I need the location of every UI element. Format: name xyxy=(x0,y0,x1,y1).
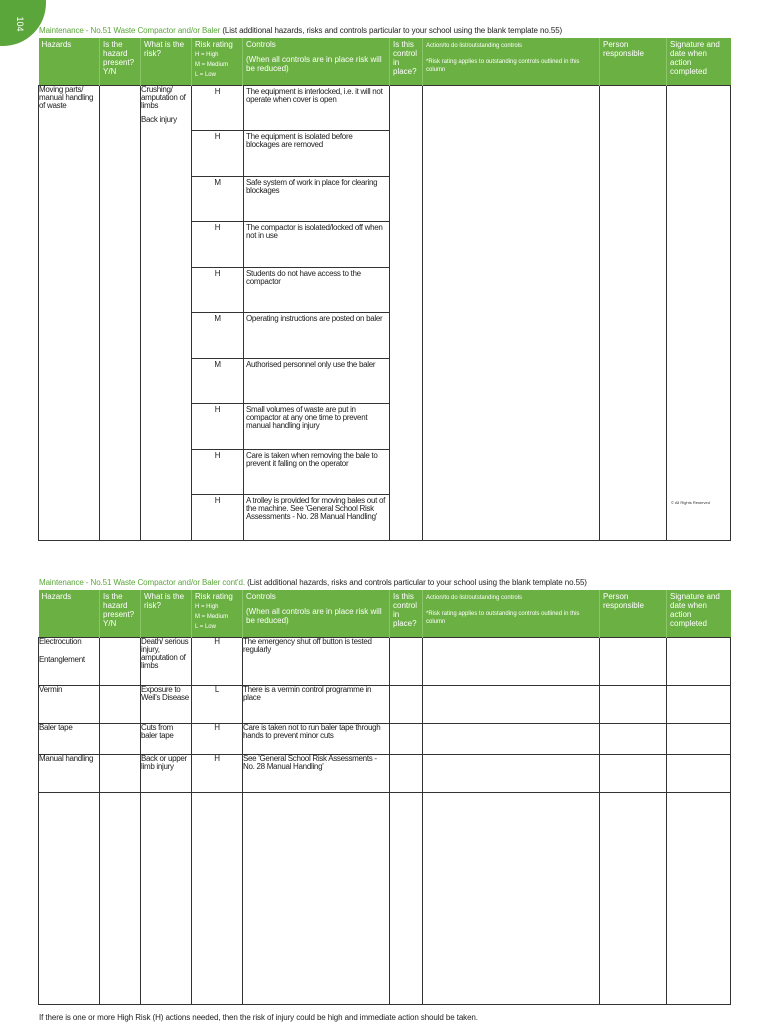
blank-cell xyxy=(243,792,390,1004)
risk-text-a: Crushing/ amputation of limbs xyxy=(141,84,186,110)
control-row xyxy=(192,267,389,313)
control-text: Operating instructions are posted on baler xyxy=(244,313,390,359)
hazard-cell xyxy=(39,723,100,754)
control-cell: The emergency shut off button is tested regularly xyxy=(243,637,390,685)
control-text: The equipment is interlocked, i.e. it will not operate when cover is open xyxy=(244,86,390,131)
control-text: Authorised personnel only use the baler xyxy=(244,358,390,404)
action-cell xyxy=(423,754,600,792)
hazard-cell: Moving parts/ manual handling of waste xyxy=(39,85,100,540)
hazard-text: Vermin xyxy=(39,684,63,694)
control-row xyxy=(192,313,389,359)
rating-h: H = High xyxy=(195,52,219,58)
control-text: Small volumes of waste are put in compactor at any one time to prevent manual handling injury xyxy=(244,404,390,450)
blank-cell xyxy=(141,792,192,1004)
rating-cell: H xyxy=(192,637,243,685)
risk-cell: Exposure to Weil's Disease xyxy=(141,685,192,723)
hazard-cell xyxy=(39,685,100,723)
control-rating: M xyxy=(192,313,244,359)
control-cell: There is a vermin control programme in place xyxy=(243,685,390,723)
rights-notice: © All Rights Reserved xyxy=(671,500,710,505)
table-row xyxy=(39,754,731,792)
in-place-cell xyxy=(390,685,423,723)
risk-cell: Death/ serious injury, amputation of limbs xyxy=(141,637,192,685)
in-place-cell xyxy=(390,637,423,685)
risk-cell: Cuts from baler tape xyxy=(141,723,192,754)
signature-cell xyxy=(667,685,731,723)
signature-cell xyxy=(667,723,731,754)
blank-cell xyxy=(667,792,731,1004)
col-hazards: Hazards xyxy=(39,38,100,85)
control-text: Students do not have access to the compactor xyxy=(244,267,390,313)
page-number: 104 xyxy=(15,16,25,32)
rating-h: H = High xyxy=(195,604,219,610)
hazard-text: Manual handling xyxy=(39,753,94,763)
action-cell xyxy=(423,723,600,754)
col-person: Person responsible xyxy=(600,590,667,637)
rating-m: M = Medium xyxy=(195,614,229,620)
control-rating: H xyxy=(192,222,244,268)
control-text: The equipment is isolated before blockages are removed xyxy=(244,131,390,177)
controls-group xyxy=(192,85,390,540)
rating-m: M = Medium xyxy=(195,62,229,68)
control-rating: M xyxy=(192,176,244,222)
control-text: Care is taken when removing the bale to prevent it falling on the operator xyxy=(244,449,390,495)
present-cell xyxy=(100,685,141,723)
action-label: Action/to do list/outstanding controls xyxy=(426,43,523,49)
control-cell: Care is taken not to run baler tape through hands to prevent minor cuts xyxy=(243,723,390,754)
present-cell xyxy=(100,754,141,792)
in-place-cell xyxy=(390,85,423,540)
col-action xyxy=(423,590,600,637)
rating-label: Risk rating xyxy=(195,592,233,601)
section2-title xyxy=(39,578,587,587)
action-cell xyxy=(423,85,600,540)
control-row xyxy=(192,131,389,177)
person-cell xyxy=(600,637,667,685)
present-cell xyxy=(100,85,141,540)
control-rating: H xyxy=(192,267,244,313)
hazard-text: Baler tape xyxy=(39,722,73,732)
in-place-cell xyxy=(390,723,423,754)
control-text: The compactor is isolated/locked off when not in use xyxy=(244,222,390,268)
control-row xyxy=(192,176,389,222)
signature-cell xyxy=(667,754,731,792)
control-row xyxy=(192,358,389,404)
hazard-text: Electrocution xyxy=(39,636,82,646)
blank-row xyxy=(39,792,731,1004)
control-rating: H xyxy=(192,86,244,131)
control-rating: H xyxy=(192,131,244,177)
col-in-place: Is this control in place? xyxy=(390,590,423,637)
in-place-cell xyxy=(390,754,423,792)
control-cell: See 'General School Risk Assessments - No. 28 Manual Handling' xyxy=(243,754,390,792)
section1-title xyxy=(39,26,562,35)
hazard-cell xyxy=(39,637,100,685)
risk-table-2 xyxy=(38,590,731,1005)
col-risk: What is the risk? xyxy=(141,590,192,637)
action-cell xyxy=(423,685,600,723)
control-rating: M xyxy=(192,358,244,404)
col-in-place: Is this control in place? xyxy=(390,38,423,85)
control-row xyxy=(192,404,389,450)
person-cell xyxy=(600,685,667,723)
rating-cell: H xyxy=(192,754,243,792)
section2-title-note: (List additional hazards, risks and controls particular to your school using the blank template no.55) xyxy=(244,578,587,587)
present-cell xyxy=(100,637,141,685)
control-row xyxy=(192,86,389,131)
section1-title-main: Maintenance - No.51 Waste Compactor and/or Baler xyxy=(39,26,221,35)
col-signature: Signature and date when action completed xyxy=(667,38,731,85)
col-person: Person responsible xyxy=(600,38,667,85)
blank-cell xyxy=(192,792,243,1004)
signature-cell xyxy=(667,85,731,540)
col-risk: What is the risk? xyxy=(141,38,192,85)
col-controls xyxy=(243,590,390,637)
controls-note: (When all controls are in place risk will be reduced) xyxy=(246,607,382,625)
table-row xyxy=(39,723,731,754)
controls-label: Controls xyxy=(246,592,276,601)
rating-cell: L xyxy=(192,685,243,723)
control-row xyxy=(192,495,389,540)
person-cell xyxy=(600,723,667,754)
rating-l: L = Low xyxy=(195,624,216,630)
table-row xyxy=(39,637,731,685)
control-rating: H xyxy=(192,404,244,450)
control-row xyxy=(192,449,389,495)
controls-list xyxy=(192,86,389,540)
present-cell xyxy=(100,723,141,754)
person-cell xyxy=(600,754,667,792)
table-row xyxy=(39,685,731,723)
risk-cell xyxy=(141,85,192,540)
col-action xyxy=(423,38,600,85)
blank-cell xyxy=(423,792,600,1004)
risk-text-b: Back injury xyxy=(141,114,177,124)
action-label: Action/to do list/outstanding controls xyxy=(426,595,523,601)
hazard-text-b: Entanglement xyxy=(39,654,85,664)
col-rating xyxy=(192,590,243,637)
col-controls xyxy=(243,38,390,85)
control-row xyxy=(192,222,389,268)
col-rating xyxy=(192,38,243,85)
blank-cell xyxy=(600,792,667,1004)
risk-cell: Back or upper limb injury xyxy=(141,754,192,792)
action-cell xyxy=(423,637,600,685)
controls-note: (When all controls are in place risk will be reduced) xyxy=(246,55,382,73)
blank-cell xyxy=(390,792,423,1004)
control-text: Safe system of work in place for clearing blockages xyxy=(244,176,390,222)
col-hazards: Hazards xyxy=(39,590,100,637)
col-present: Is the hazard present? Y/N xyxy=(100,38,141,85)
risk-table-1 xyxy=(38,38,731,541)
control-text: A trolley is provided for moving bales out of the machine. See 'General School Risk Assessments - No. 28 Manual Handling' xyxy=(246,496,386,521)
person-cell xyxy=(600,85,667,540)
action-note: *Risk rating applies to outstanding controls outlined in this column xyxy=(426,59,580,73)
rating-l: L = Low xyxy=(195,72,216,78)
col-signature: Signature and date when action completed xyxy=(667,590,731,637)
signature-cell xyxy=(667,637,731,685)
col-present: Is the hazard present? Y/N xyxy=(100,590,141,637)
control-rating: H xyxy=(192,495,244,540)
rating-label: Risk rating xyxy=(195,40,233,49)
footer-note: If there is one or more High Risk (H) actions needed, then the risk of injury could be high and immediate action should be taken. xyxy=(39,1013,478,1022)
blank-cell xyxy=(39,792,100,1004)
controls-label: Controls xyxy=(246,40,276,49)
hazard-cell xyxy=(39,754,100,792)
section2-title-main: Maintenance - No.51 Waste Compactor and/or Baler cont'd. xyxy=(39,578,245,587)
blank-cell xyxy=(100,792,141,1004)
action-note: *Risk rating applies to outstanding controls outlined in this column xyxy=(426,611,580,625)
rating-cell: H xyxy=(192,723,243,754)
control-rating: H xyxy=(192,449,244,495)
section1-title-note: (List additional hazards, risks and controls particular to your school using the blank template no.55) xyxy=(220,26,563,35)
